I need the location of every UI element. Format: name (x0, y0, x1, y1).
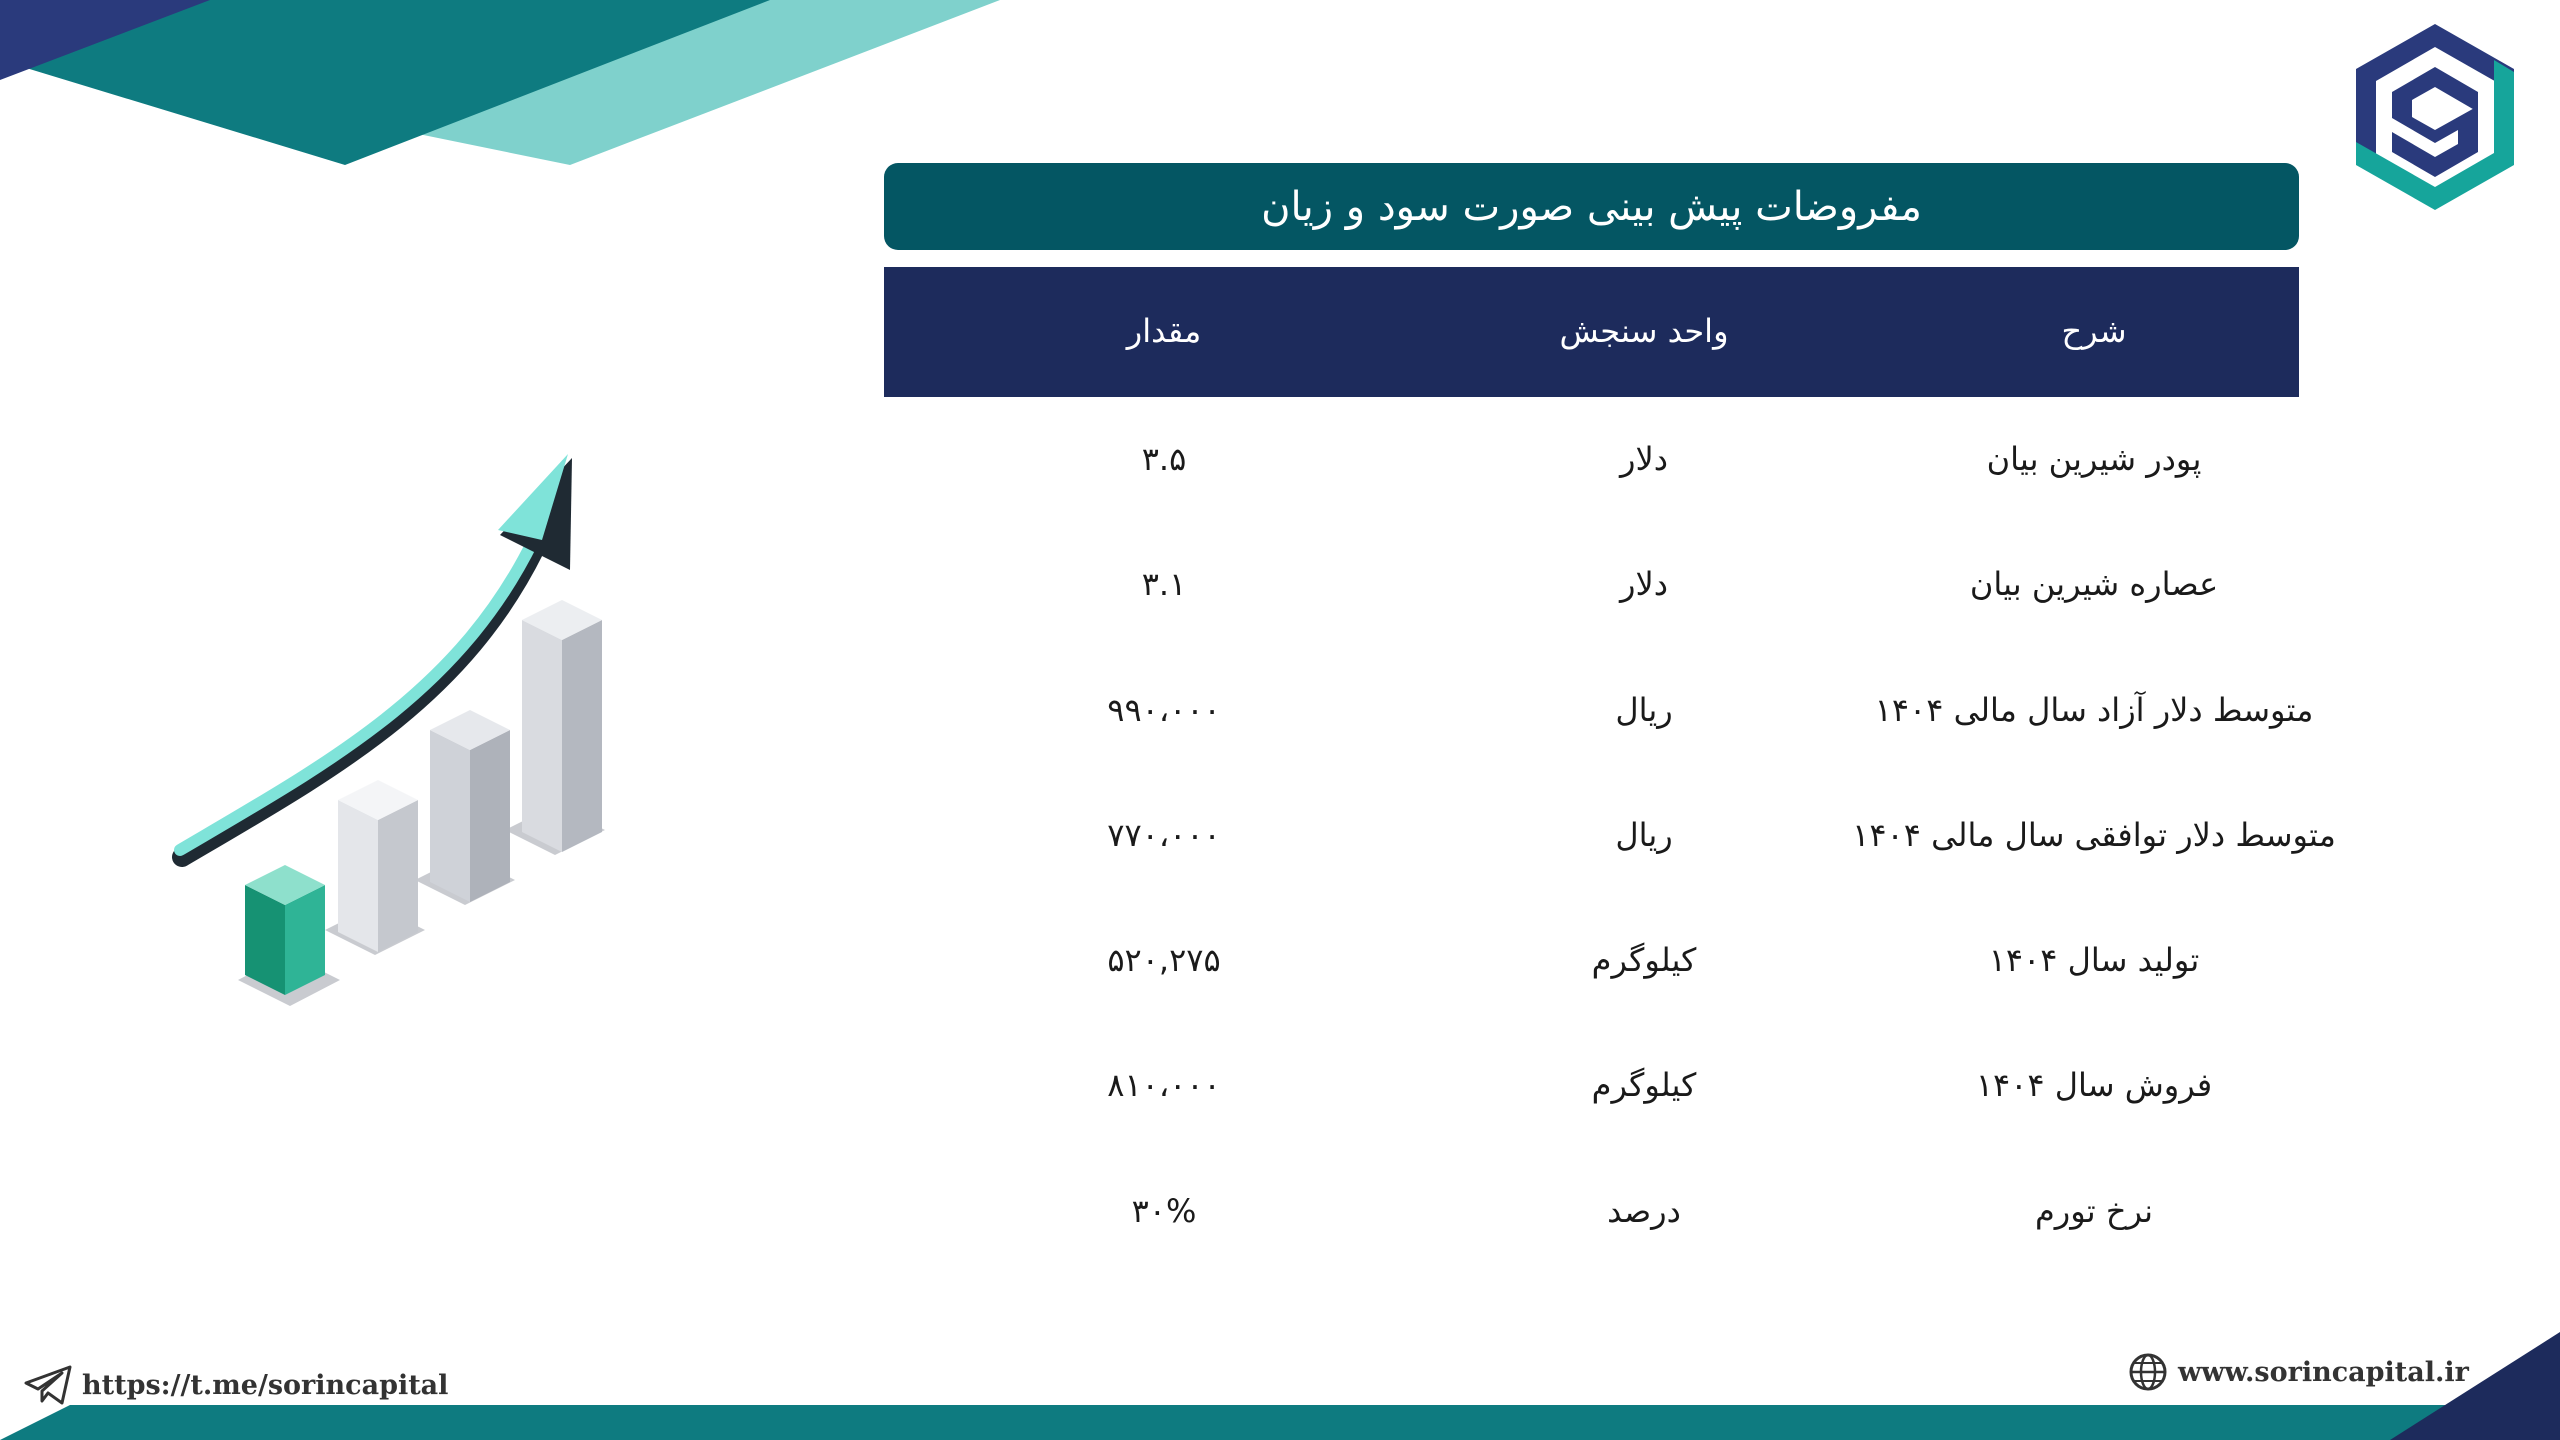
website-link[interactable] (2128, 1352, 2469, 1392)
paper-plane-icon (24, 1365, 72, 1405)
rising-bar-chart-illustration (160, 440, 640, 1020)
row-description: عصاره شیرین بیان (1969, 564, 2219, 603)
table-row (884, 772, 2336, 897)
row-description: تولید سال ۱۴۰۴ (1988, 940, 2200, 979)
telegram-link[interactable] (24, 1365, 448, 1405)
row-unit: دلار (1620, 439, 1668, 478)
row-description: فروش سال ۱۴۰۴ (1975, 1065, 2213, 1104)
row-quantity: ۹۹۰،۰۰۰ (1107, 690, 1221, 729)
sorin-capital-logo (2352, 22, 2518, 212)
row-unit: درصد (1607, 1191, 1681, 1230)
row-quantity: ۳.۱ (1141, 564, 1187, 603)
table-row (884, 521, 2299, 646)
page-title: مفروضات پیش بینی صورت سود و زیان (884, 163, 2299, 250)
row-quantity: ۷۷۰،۰۰۰ (1107, 815, 1221, 854)
row-unit: کیلوگرم (1591, 940, 1697, 979)
header-quantity: مقدار (1126, 312, 1202, 351)
top-decoration (0, 0, 1000, 170)
row-quantity: ۳.۵ (1141, 439, 1187, 478)
row-description: پودر شیرین بیان (1986, 439, 2202, 478)
row-description: متوسط دلار آزاد سال مالی ۱۴۰۴ (1874, 690, 2314, 729)
table-row (884, 1022, 2299, 1147)
row-unit: ریال (1615, 690, 1673, 729)
header-unit: واحد سنجش (1559, 312, 1729, 351)
table-row (884, 647, 2314, 772)
table-row (884, 897, 2299, 1022)
row-description: متوسط دلار توافقی سال مالی ۱۴۰۴ (1852, 815, 2336, 854)
telegram-url[interactable]: https://t.me/sorincapital (82, 1369, 449, 1401)
row-unit: ریال (1615, 815, 1673, 854)
globe-icon (2128, 1352, 2168, 1392)
row-unit: دلار (1620, 564, 1668, 603)
row-quantity: ۸۱۰،۰۰۰ (1107, 1065, 1221, 1104)
header-description: شرح (2061, 312, 2127, 351)
row-quantity: ۳۰% (1131, 1191, 1197, 1230)
row-description: نرخ تورم (2034, 1191, 2154, 1230)
table-header (884, 267, 2299, 397)
table-row (884, 1148, 2299, 1273)
table-row (884, 396, 2299, 521)
row-quantity: ۵۲۰,۲۷۵ (1107, 940, 1221, 979)
website-url[interactable]: www.sorincapital.ir (2178, 1356, 2469, 1388)
row-unit: کیلوگرم (1591, 1065, 1697, 1104)
